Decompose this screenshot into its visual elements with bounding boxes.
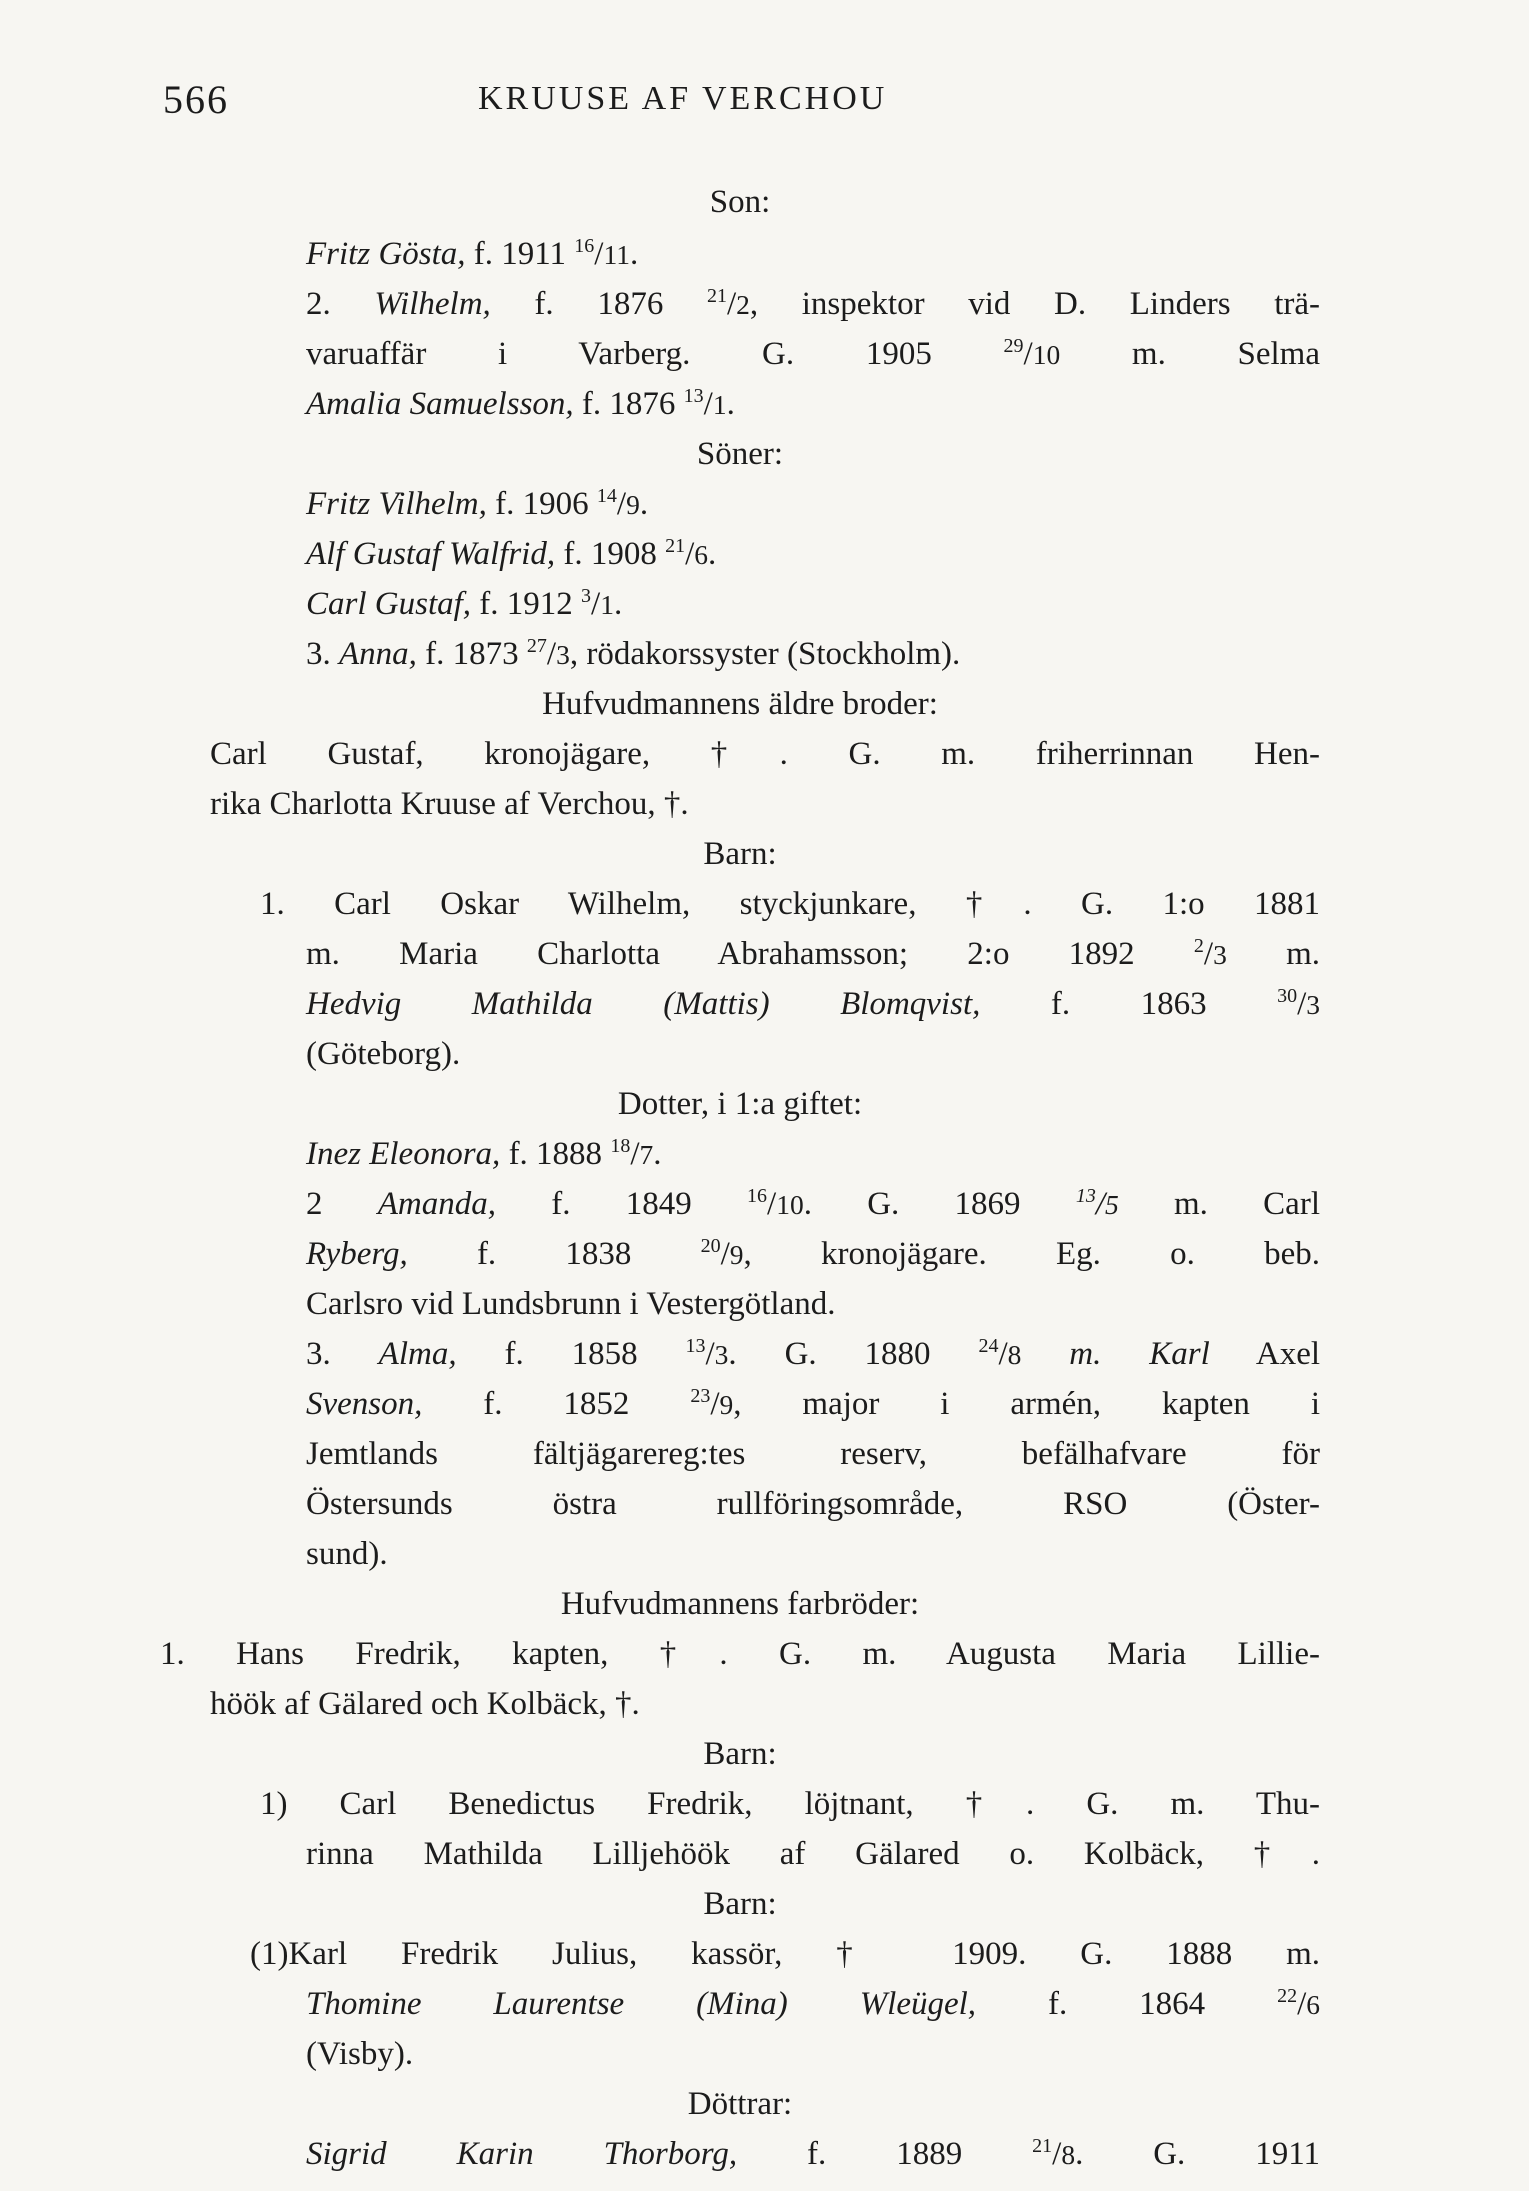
text-line: Hufvudmannens äldre broder: — [542, 686, 938, 722]
text-line: 3. Alma, f. 1858 $^{13}$/3. G. 1880 $^{24}$/8 m. Karl Axel — [306, 1335, 1321, 1372]
page-header — [163, 76, 1323, 136]
text-line: Fritz Vilhelm, f. 1906 $^{14}$/9. — [306, 485, 649, 522]
text-line: Döttrar: — [687, 2086, 793, 2122]
text-line: Alf Gustaf Walfrid, f. 1908 $^{21}$/6. — [306, 535, 717, 572]
text-line: Hufvudmannens farbröder: — [560, 1586, 920, 1622]
text-line: 1) Carl Benedictus Fredrik, löjtnant, †. G. m. Thu- — [260, 1786, 1320, 1822]
text-line: Söner: — [696, 436, 784, 472]
text-line: Thomine Laurentse (Mina) Wleügel, f. 1864 $^{22}$/6 — [306, 1985, 1320, 2022]
text-line: Hedvig Mathilda (Mattis) Blomqvist, f. 1863 $^{30}$/3 — [306, 985, 1321, 1022]
running-head: KRUUSE AF VERCHOU — [478, 80, 888, 117]
text-line: Svenson, f. 1852 $^{23}$/9, major i armén, kapten i — [306, 1385, 1320, 1422]
text-line: rinna Mathilda Lilljehöök af Gälared o. Kolbäck, †. — [306, 1836, 1320, 1872]
text-line: Ryberg, f. 1838 $^{20}$/9, kronojägare. Eg. o. beb. — [306, 1235, 1320, 1272]
text-line: 1. Carl Oskar Wilhelm, styckjunkare, †. G. 1:o 1881 — [260, 886, 1320, 922]
text-line: Barn: — [703, 836, 777, 872]
text-line: (1)Karl Fredrik Julius, kassör, † 1909. G. 1888 m. — [250, 1936, 1320, 1972]
text-line: Inez Eleonora, f. 1888 $^{18}$/7. — [306, 1135, 662, 1172]
text-line: Carl Gustaf, kronojägare, †. G. m. friherrinnan Hen- — [210, 736, 1320, 772]
text-line: varuaffär i Varberg. G. 1905 $^{29}$/10 m. Selma — [306, 335, 1320, 372]
text-line: Barn: — [703, 1736, 777, 1772]
page-number: 566 — [163, 77, 229, 122]
text-line: Östersunds östra rullföringsområde, RSO (Öster- — [306, 1486, 1320, 1522]
text-line: sund). — [306, 1536, 388, 1572]
text-line: m. Maria Charlotta Abrahamsson; 2:o 1892 $^2$/3 m. — [306, 935, 1320, 972]
text-line: Barn: — [703, 1886, 777, 1922]
text-line: Carlsro vid Lundsbrunn i Vestergötland. — [306, 1286, 836, 1322]
text-line: (Göteborg). — [306, 1036, 461, 1072]
text-line: 1. Hans Fredrik, kapten, †. G. m. Augusta Maria Lillie- — [160, 1636, 1320, 1672]
text-line: höök af Gälared och Kolbäck, †. — [210, 1686, 640, 1722]
text-line: Amalia Samuelsson, f. 1876 $^{13}$/1. — [306, 385, 735, 422]
text-line: 3. Anna, f. 1873 $^{27}$/3, rödakorssyster (Stockholm). — [306, 635, 961, 672]
text-line: Carl Gustaf, f. 1912 $^3$/1. — [306, 585, 623, 622]
text-line: rika Charlotta Kruuse af Verchou, †. — [210, 786, 689, 822]
text-line: 2 Amanda, f. 1849 $^{16}$/10. G. 1869 $^{13}$/5 m. Carl — [306, 1185, 1320, 1222]
text-line: Dotter, i 1:a giftet: — [617, 1086, 863, 1122]
text-line: Jemtlands fältjägarereg:tes reserv, befälhafvare för — [306, 1436, 1320, 1472]
text-line: (Visby). — [306, 2036, 414, 2072]
text-line: Sigrid Karin Thorborg, f. 1889 $^{21}$/8. G. 1911 — [306, 2135, 1321, 2172]
text-line: Son: — [709, 184, 771, 220]
text-line: Fritz Gösta, f. 1911 $^{16}$/11. — [306, 235, 639, 272]
text-line: 2. Wilhelm, f. 1876 $^{21}$/2, inspektor vid D. Linders trä- — [306, 285, 1320, 322]
